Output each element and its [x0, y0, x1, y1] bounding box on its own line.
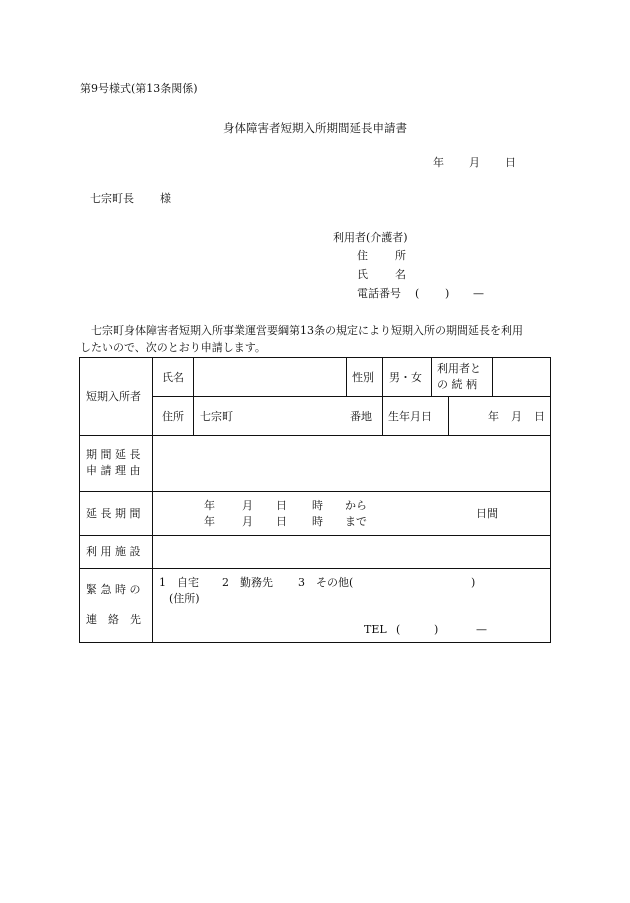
date-day: 日: [505, 156, 516, 169]
contact-option-other: 3 その他(: [298, 576, 354, 589]
column-divider: [382, 358, 383, 435]
applicant-phone-label: 電話番号: [357, 287, 401, 300]
tel-close: ): [434, 623, 439, 636]
addressee-honorific: 様: [160, 192, 171, 205]
period-until-month: 月: [242, 515, 253, 528]
statement-line-1: 七宗町身体障害者短期入所事業運営要綱第13条の規定により短期入所の期間延長を利用: [91, 324, 523, 337]
date-year: 年: [433, 156, 444, 169]
addressee: [90, 192, 171, 206]
column-divider: [492, 358, 493, 396]
application-table: [79, 357, 551, 643]
date-month: 月: [469, 156, 480, 169]
statement-line-2: したいので、次のとおり申請します。: [80, 341, 266, 354]
facility-label: 利 用 施 設: [86, 545, 141, 558]
gender-value: 男・女: [389, 371, 422, 384]
column-divider: [152, 358, 153, 642]
reason-label-2: 申 請 理 由: [86, 464, 141, 477]
address-value: 七宗町: [200, 410, 233, 423]
name-label: 氏名: [162, 371, 184, 384]
row-divider: [80, 491, 550, 492]
resident-label: 短期入所者: [86, 390, 141, 403]
contact-option-home: 1 自宅: [159, 576, 199, 589]
reason-label-1: 期 間 延 長: [86, 448, 141, 461]
period-from-day: 日: [276, 499, 287, 512]
contact-address-label: (住所): [169, 592, 200, 605]
contact-option-other-close: ): [471, 576, 476, 589]
applicant-title: 利用者(介護者): [333, 231, 408, 244]
birth-label: 生年月日: [388, 410, 432, 423]
period-from-label: から: [345, 499, 367, 512]
period-from-hour: 時: [312, 499, 323, 512]
period-label: 延 長 期 間: [86, 507, 141, 520]
tel-open: (: [396, 623, 401, 636]
applicant-name-row: [357, 268, 406, 282]
relation-label-1: 利用者と: [437, 362, 481, 375]
row-divider: [80, 535, 550, 536]
applicant-phone-open: (: [415, 287, 420, 300]
birth-day: 日: [534, 410, 545, 423]
applicant-address-label-2: 所: [395, 249, 406, 262]
row-divider: [80, 568, 550, 569]
applicant-name-label-1: 氏: [357, 268, 368, 281]
date-line: [433, 156, 516, 170]
birth-year: 年: [488, 410, 499, 423]
contact-label-1: 緊 急 時 の: [86, 583, 141, 596]
tel-label: TEL: [364, 623, 387, 636]
document-title: 身体障害者短期入所期間延長申請書: [223, 121, 407, 135]
birth-month: 月: [511, 410, 522, 423]
row-divider: [152, 396, 550, 397]
column-divider: [193, 358, 194, 435]
column-divider: [346, 358, 347, 396]
tel-dash: —: [476, 623, 487, 636]
addressee-name: 七宗町長: [90, 192, 134, 205]
gender-label: 性別: [352, 371, 374, 384]
contact-option-work: 2 勤務先: [222, 576, 273, 589]
column-divider: [448, 396, 449, 435]
period-days-label: 日間: [476, 507, 498, 520]
relation-label-2: の 続 柄: [437, 378, 477, 391]
period-from-month: 月: [242, 499, 253, 512]
applicant-phone-dash: —: [473, 287, 484, 300]
applicant-phone-row: [357, 287, 484, 301]
statement: [80, 322, 554, 356]
column-divider: [431, 358, 432, 396]
period-until-day: 日: [276, 515, 287, 528]
contact-label-2: 連 絡 先: [86, 613, 141, 626]
form-number: 第9号様式(第13条関係): [80, 82, 198, 95]
row-divider: [80, 435, 550, 436]
period-until-hour: 時: [312, 515, 323, 528]
banchi-label: 番地: [350, 410, 372, 423]
applicant-name-label-2: 名: [395, 268, 406, 281]
applicant-address-row: [357, 249, 406, 263]
period-until-year: 年: [204, 515, 215, 528]
period-until-label: まで: [345, 515, 367, 528]
address-label: 住所: [162, 410, 184, 423]
applicant-phone-close: ): [445, 287, 450, 300]
applicant-address-label-1: 住: [357, 249, 368, 262]
period-from-year: 年: [204, 499, 215, 512]
